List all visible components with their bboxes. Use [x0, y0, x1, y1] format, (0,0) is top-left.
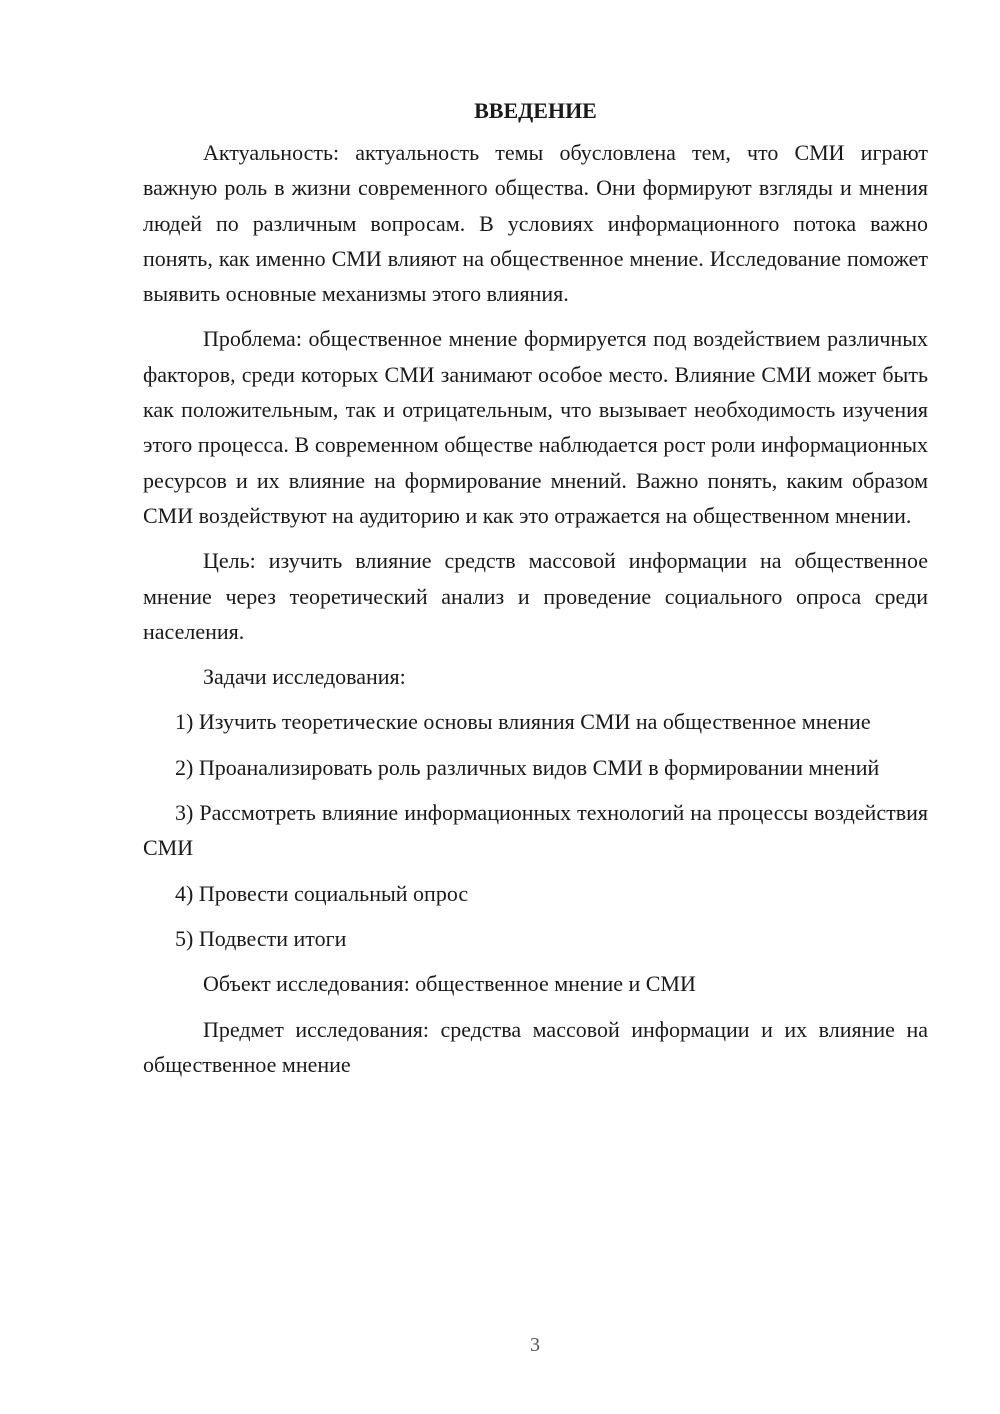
task-item: 1) Изучить теоретические основы влияния СМИ на общественное мнение: [175, 709, 871, 735]
page-number: 3: [530, 1334, 540, 1356]
paragraph-problem: Проблема: общественное мнение формируется под воздействием различных факторов, среди которых СМИ занимают особое место. Влияние СМИ может быть как положительным, так и отрицательным, что вызывает необходимость изучения этого процесса. В современном обществе наблюдается рост роли информационных ресурсов и их влияние на формирование мнений. Важно понять, каким образом СМИ воздействуют на аудиторию и как это отражается на общественном мнении.: [143, 326, 928, 528]
task-item: 2) Проанализировать роль различных видов СМИ в формировании мнений: [175, 754, 880, 780]
document-page: [143, 96, 928, 1092]
task-item: 5) Подвести итоги: [175, 925, 347, 951]
paragraph-tasks-heading: Задачи исследования:: [203, 664, 406, 690]
document-title: ВВЕДЕНИЕ: [474, 98, 597, 123]
paragraph-subject: Предмет исследования: средства массовой информации и их влияние на общественное мнение: [143, 1016, 928, 1077]
paragraph-object: Объект исследования: общественное мнение и СМИ: [203, 971, 696, 997]
paragraph-goal: Цель: изучить влияние средств массовой информации на общественное мнение через теоретический анализ и проведение социального опроса среди населения.: [143, 548, 928, 644]
task-item: 4) Провести социальный опрос: [175, 880, 469, 906]
task-item: 3) Рассмотреть влияние информационных технологий на процессы воздействия СМИ: [143, 800, 928, 861]
paragraph-relevance: Актуальность: актуальность темы обусловлена тем, что СМИ играют важную роль в жизни современного общества. Они формируют взгляды и мнения людей по различным вопросам. В условиях информационного потока важно понять, как именно СМИ влияют на общественное мнение. Исследование поможет выявить основные механизмы этого влияния.: [143, 140, 928, 307]
